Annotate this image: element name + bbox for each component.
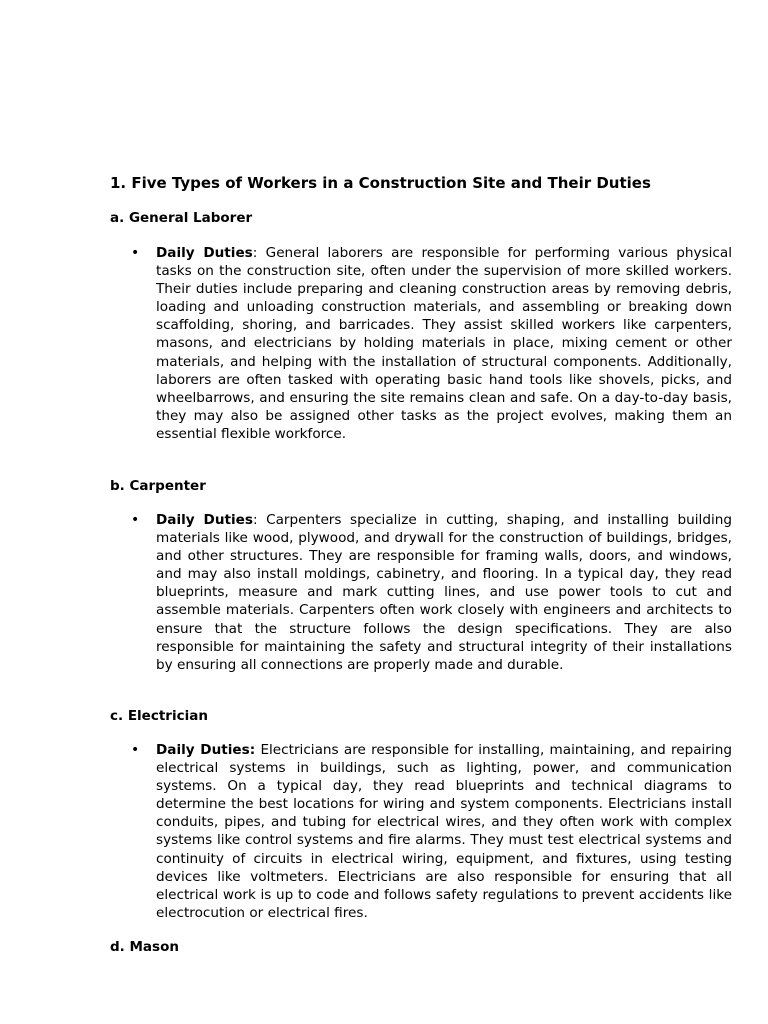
duties-paragraph-electrician bbox=[156, 741, 732, 922]
section-heading-mason: d. Mason bbox=[110, 939, 179, 955]
bullet-icon: • bbox=[131, 245, 140, 261]
duties-text: Electricians are responsible for installing, maintaining, and repairing electrical systems in buildings, such as lighting, power, and communication systems. On a typical day, they read blueprints and technical diagrams to determine the best locations for wiring and system components. Electricians install conduits, pipes, and tubing for electrical wires, and they often work with complex systems like control systems and fire alarms. They must test electrical systems and continuity of circuits in electrical wiring, equipment, and fixtures, using testing devices like voltmeters. Electricians are also responsible for ensuring that all electrical work is up to code and follows safety regulations to prevent accidents like electrocution or electrical fires. bbox=[156, 742, 732, 921]
bullet-icon: • bbox=[131, 512, 140, 528]
document-title: 1. Five Types of Workers in a Construction Site and Their Duties bbox=[110, 174, 651, 192]
duties-paragraph-general-laborer bbox=[156, 244, 732, 443]
duties-label: Daily Duties: bbox=[156, 742, 256, 758]
duties-label: Daily Duties bbox=[156, 512, 253, 528]
duties-label: Daily Duties bbox=[156, 245, 253, 261]
section-heading-carpenter: b. Carpenter bbox=[110, 478, 206, 494]
duties-separator: : bbox=[253, 512, 267, 528]
duties-text: General laborers are responsible for performing various physical tasks on the construction site, often under the supervision of more skilled workers. Their duties include preparing and cleaning construction areas by removing debris, loading and unloading construction materials, and assembling or breaking down scaffolding, shoring, and barricades. They assist skilled workers like carpenters, masons, and electricians by holding materials in place, mixing cement or other materials, and helping with the installation of structural components. Additionally, laborers are often tasked with operating basic hand tools like shovels, picks, and wheelbarrows, and ensuring the site remains clean and safe. On a day-to-day basis, they may also be assigned other tasks as the project evolves, making them an essential flexible workforce. bbox=[156, 245, 733, 442]
list-item-carpenter bbox=[110, 511, 732, 674]
section-heading-electrician: c. Electrician bbox=[110, 708, 208, 724]
bullet-icon: • bbox=[131, 742, 140, 758]
list-item-electrician bbox=[110, 741, 732, 922]
duties-paragraph-carpenter bbox=[156, 511, 732, 674]
duties-text: Carpenters specialize in cutting, shaping, and installing building materials like wood, plywood, and drywall for the construction of buildings, bridges, and other structures. They are responsible for framing walls, doors, and windows, and may also install moldings, cabinetry, and flooring. In a typical day, they read blueprints, measure and mark cutting lines, and use power tools to cut and assemble materials. Carpenters often work closely with engineers and architects to ensure that the structure follows the design specifications. They are also responsible for maintaining the safety and structural integrity of their installations by ensuring all connections are properly made and durable. bbox=[156, 512, 732, 673]
list-item-general-laborer bbox=[110, 244, 732, 443]
section-heading-general-laborer: a. General Laborer bbox=[110, 210, 253, 226]
duties-separator: : bbox=[252, 245, 266, 261]
